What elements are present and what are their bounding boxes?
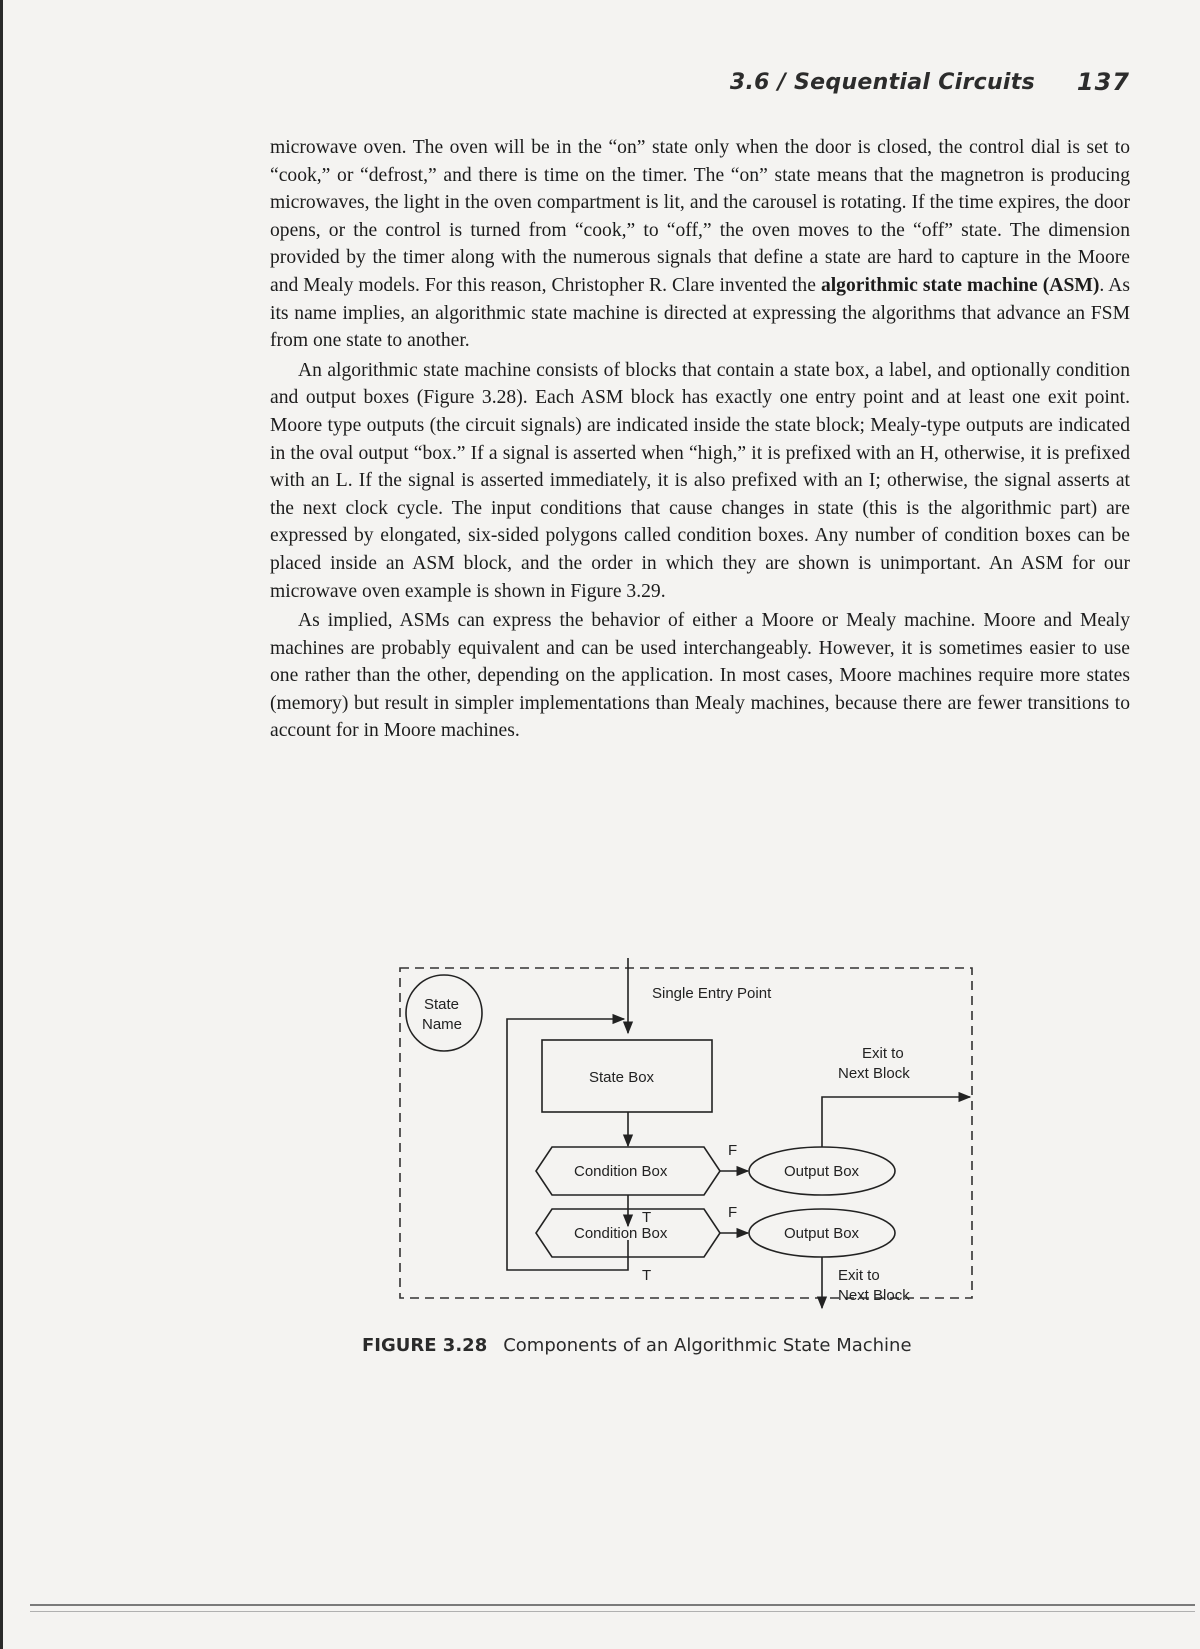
page-number: 137: [1076, 68, 1130, 96]
figure-caption-text: Components of an Algorithmic State Machine: [503, 1335, 912, 1356]
bottom-rule-secondary: [30, 1611, 1195, 1612]
false-label-2: F: [728, 1204, 738, 1221]
paragraph-1-end: . As its name implies, an algorithmic state machine is directed at expressing the algorithms that advance an FSM from one state to another.: [270, 274, 1130, 352]
page-edge-shadow: [0, 0, 3, 1649]
exit-top-label-line1: Exit to: [862, 1045, 904, 1062]
paragraph-2: An algorithmic state machine consists of blocks that contain a state box, a label, and optionally condition and output boxes (Figure 3.28). Each ASM block has exactly one entry point and at least one exit point. Moore type outputs (the circuit signals) are indicated inside the state block; Mealy-type outputs are indicated in the oval output “box.” If a signal is asserted when “high,” it is prefixed with an H, otherwise, it is prefixed with an L. If the signal is asserted immediately, it is also prefixed with an I; otherwise, the signal asserts at the next clock cycle. The input conditions that cause changes in state (this is the algorithmic part) are expressed by elongated, six-sided polygons called condition boxes. Any number of condition boxes can be placed inside an ASM block, and the order in which they are shown is unimportant. An ASM for our microwave oven example is shown in Figure 3.29.: [270, 359, 1130, 602]
state-box-label: State Box: [589, 1069, 655, 1086]
asm-block-border: [400, 968, 972, 1298]
section-title: 3.6 / Sequential Circuits: [729, 70, 1035, 95]
exit-bottom-label-line2: Next Block: [838, 1287, 910, 1304]
condition-box-1-label: Condition Box: [574, 1163, 668, 1180]
key-term-asm: algorithmic state machine (ASM): [820, 274, 1100, 296]
false-label-1: F: [728, 1142, 738, 1159]
true-label-1: T: [642, 1209, 652, 1226]
state-name-label-line2: Name: [422, 1016, 463, 1033]
exit-top-path: [822, 1097, 970, 1147]
figure-number: FIGURE 3.28: [362, 1335, 488, 1356]
bottom-rule: [30, 1604, 1195, 1606]
paragraph-1-start: microwave oven. The oven will be in the “on” state only when the door is closed, the control dial is set to “cook,” or “defrost,” and there is time on the timer. The “on” state means that the magnetron is producing microwaves, the light in the oven compartment is lit, and the carousel is rotating. If the time expires, the door opens, or the control is turned from “cook,” to “off,” the oven moves to the “off” state. The dimension provided by the timer along with the numerous signals that define a state are hard to capture in the Moore and Mealy models. For this reason, Christopher R. Clare invented the: [270, 137, 1130, 296]
output-box-2-label: Output Box: [784, 1225, 860, 1242]
figure-asm-components: [392, 958, 992, 1318]
state-name-label-line1: State: [424, 996, 460, 1013]
paragraph-3: As implied, ASMs can express the behavior of either a Moore or Mealy machine. Moore and Mealy machines are probably equivalent and can be used interchangeably. However, it is sometimes easier to use one rather than the other, depending on the application. In most cases, Moore machines require more states (memory) but result in simpler implementations than Mealy machines, because there are fewer transitions to account for in Moore machines.: [270, 610, 1130, 742]
output-box-1-label: Output Box: [784, 1163, 860, 1180]
exit-bottom-label-line1: Exit to: [838, 1267, 880, 1284]
paragraph-1: [270, 134, 1130, 355]
true-label-2: T: [642, 1267, 652, 1284]
exit-top-label-line2: Next Block: [838, 1065, 910, 1082]
condition-box-2-label: Condition Box: [574, 1225, 668, 1242]
state-name-circle: [406, 975, 482, 1051]
figure-caption: [362, 1335, 1062, 1356]
asm-diagram: [392, 958, 992, 1318]
running-header: [250, 62, 1130, 102]
body-text: [270, 134, 1130, 745]
entry-point-label: Single Entry Point: [652, 985, 772, 1002]
